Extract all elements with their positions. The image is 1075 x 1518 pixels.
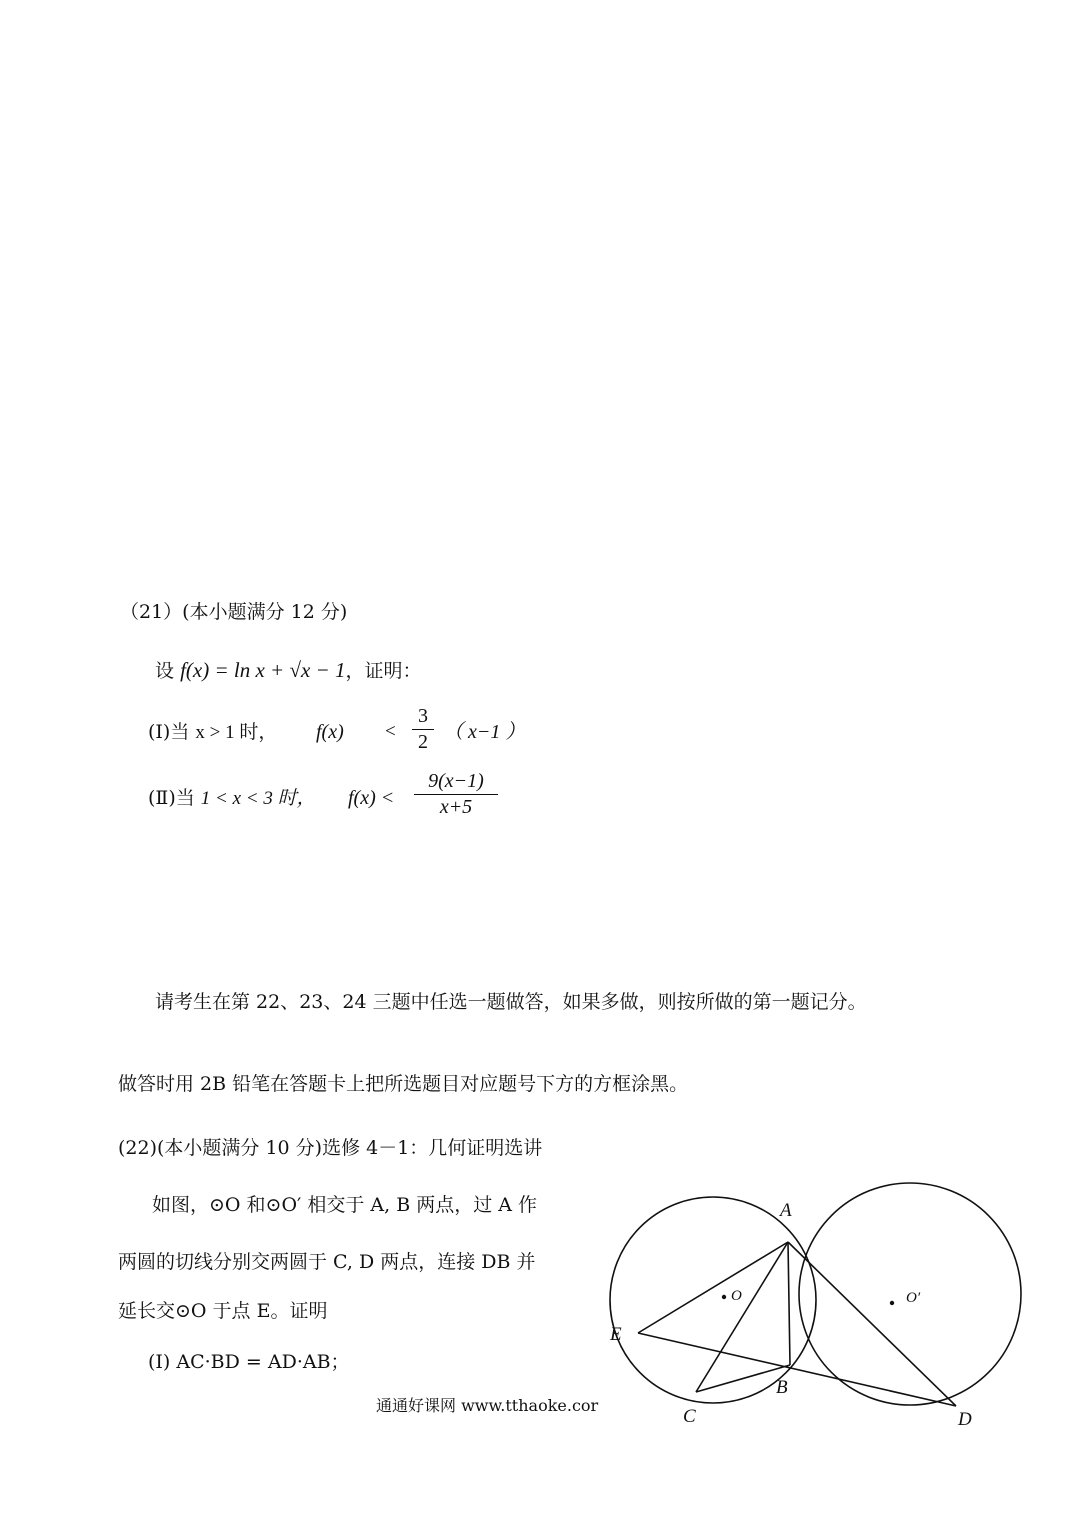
q21-part1-lhs: f(x) <box>316 721 344 743</box>
instructions-line1: 请考生在第 22、23、24 三题中任选一题做答，如果多做，则按所做的第一题记分。 <box>155 991 867 1013</box>
line-ed <box>638 1333 956 1406</box>
q21-part1-frac-bar <box>412 729 434 730</box>
q21-part1-cond: x > 1 时， <box>195 722 278 743</box>
q21-part2-cond: 1 < x < 3 时， <box>200 788 316 809</box>
q21-stem-suffix: ，证明： <box>345 660 422 682</box>
page-footer: 通通好课网 www.tthaoke.cor <box>376 1396 599 1415</box>
q21-part2 <box>148 786 316 811</box>
q21-part2-frac-den: x+5 <box>439 796 473 818</box>
q21-stem-prefix: 设 <box>155 660 175 682</box>
label-b: B <box>776 1377 788 1398</box>
q21-part1-frac-num: 3 <box>418 705 428 727</box>
q21-header: （21）(本小题满分 12 分) <box>120 601 348 623</box>
q21-stem <box>155 658 421 683</box>
q21-part2-frac-num: 9(x−1) <box>428 770 484 792</box>
center-o-dot <box>722 1295 726 1299</box>
q21-part1-rel: < <box>385 721 396 742</box>
line-ab <box>788 1242 790 1365</box>
label-a: A <box>780 1200 792 1221</box>
q21-part1-rhs: （ x−1 ） <box>443 721 526 743</box>
label-e: E <box>610 1324 622 1345</box>
line-ae <box>638 1242 788 1333</box>
label-d: D <box>958 1409 972 1430</box>
label-c: C <box>683 1406 696 1427</box>
instructions-line2: 做答时用 2B 铅笔在答题卡上把所选题目对应题号下方的方框涂黑。 <box>118 1073 689 1095</box>
q22-line1: 如图，⊙O 和⊙O′ 相交于 A, B 两点，过 A 作 <box>152 1194 538 1216</box>
center-o-prime-dot <box>890 1301 894 1305</box>
q21-stem-formula: f(x) = ln x + √x − 1 <box>180 658 346 682</box>
q22-line2: 两圆的切线分别交两圆于 C, D 两点，连接 DB 并 <box>118 1251 536 1273</box>
q22-part1: (Ⅰ) AC·BD = AD·AB； <box>148 1351 350 1373</box>
q22-line3: 延长交⊙O 于点 E。证明 <box>118 1300 328 1322</box>
q21-part1-frac-den: 2 <box>418 731 428 753</box>
q22-header: (22)(本小题满分 10 分)选修 4－1：几何证明选讲 <box>118 1137 543 1159</box>
q21-part1-fraction <box>412 705 434 754</box>
label-o-prime: O′ <box>906 1290 921 1306</box>
circle-o <box>610 1197 816 1403</box>
q21-part1-label: (Ⅰ)当 <box>148 721 190 743</box>
q21-part2-lhs: f(x) < <box>348 787 395 809</box>
geometry-figure <box>600 1165 1030 1445</box>
label-o: O <box>731 1288 742 1304</box>
q21-part2-label: (Ⅱ)当 <box>148 787 195 809</box>
q21-part2-fraction <box>414 770 498 819</box>
q21-part2-frac-bar <box>414 794 498 795</box>
q21-part1 <box>148 720 277 745</box>
